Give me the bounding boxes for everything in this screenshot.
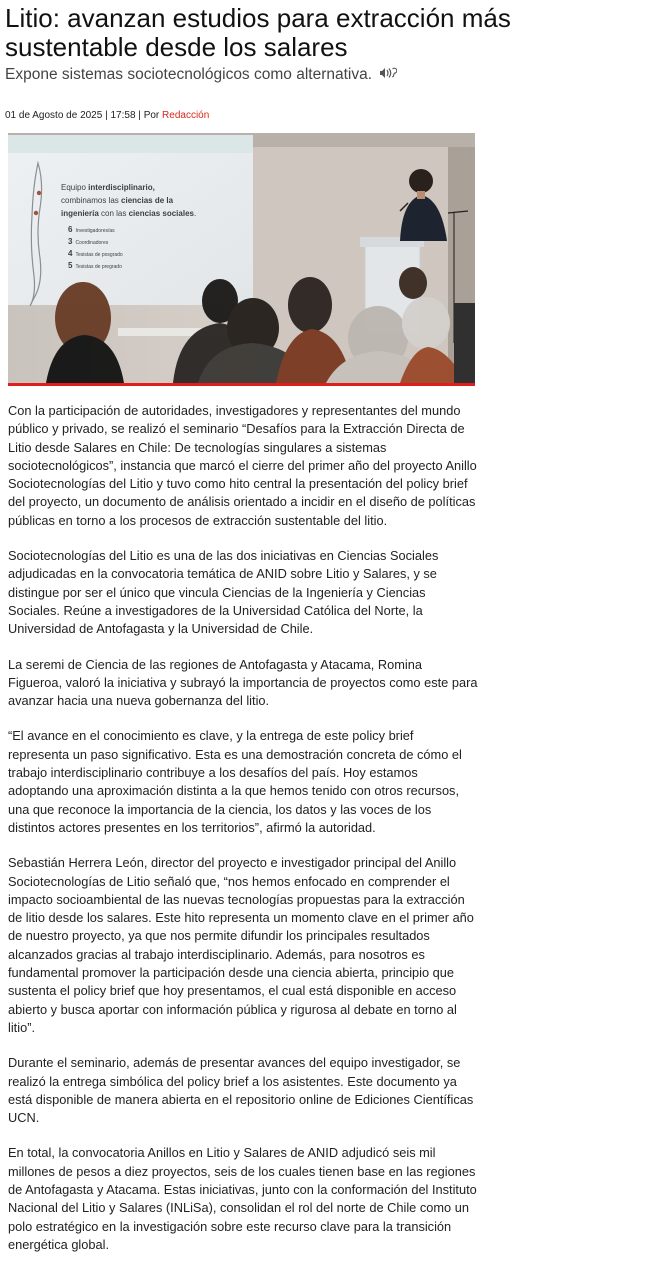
article-time: 17:58 xyxy=(110,110,136,121)
article-paragraph: Con la participación de autoridades, investigadores y representantes del mundo público y privado, se realizó el seminario “Desafíos para la Extracción Directa de Litio desde Salares en Chile: De tecnologías singulares a sistemas sociotecnológicos”, instancia que marcó el cierre del primer año del proyecto Anillo Sociotecnologías del Litio y tuvo como hito central la presentación del policy brief del proyecto, un documento de análisis orientado a incidir en el diseño de políticas públicas en torno a los procesos de extracción sustentable del litio. xyxy=(8,403,477,528)
svg-text:Equipo interdisciplinario, xyxy=(61,183,155,192)
svg-text:combinamos las ciencias de la xyxy=(61,196,174,205)
article-meta xyxy=(5,109,209,122)
article-subheadline xyxy=(5,65,397,85)
svg-text:ingeniería con las ciencias so xyxy=(61,209,196,218)
article-paragraph: Durante el seminario, además de presentar avances del equipo investigador, se realizó la entrega simbólica del policy brief a los asistentes. Este documento ya está disponible de manera abierta en el repositorio online de Ediciones Científicas UCN. xyxy=(8,1055,474,1126)
slide-line3-bold1: ingeniería xyxy=(61,209,99,218)
slide-line2-bold: ciencias de la xyxy=(121,196,174,205)
slide-line3-mid: con las xyxy=(98,209,129,218)
author-link[interactable]: Redacción xyxy=(162,110,210,121)
slide-line1-bold: interdisciplinario, xyxy=(88,183,155,192)
meta-separator: | xyxy=(105,110,111,121)
article-paragraph: En total, la convocatoria Anillos en Litio y Salares de ANID adjudicó seis mil millones de pesos a diez proyectos, seis de los cuales tienen base en las regiones de Antofagasta y Atacama. Estas iniciativas, junto con la conformación del Instituto Nacional del Litio y Salares (INLiSa), consolidan el rol del norte de Chile como un polo estratégico en la investigación sobre este recurso clave para la transición energética global. xyxy=(8,1145,477,1252)
slide-stat: 5 Tesistas de pregrado xyxy=(68,261,122,270)
slide-stat: 3 Coordinadores xyxy=(68,237,109,246)
article-body xyxy=(8,402,478,1271)
by-label: Por xyxy=(143,110,160,121)
audio-listen-icon[interactable] xyxy=(379,66,397,80)
slide-line3-bold2: ciencias sociales xyxy=(128,209,194,218)
slide-line3-end: . xyxy=(193,209,197,218)
article-headline: Litio: avanzan estudios para extracción más sustentable desde los salares xyxy=(5,3,511,62)
subheadline-text: Expone sistemas sociotecnológicos como alternativa. xyxy=(5,66,373,83)
article-paragraph: La seremi de Ciencia de las regiones de Antofagasta y Atacama, Romina Figueroa, valoró la iniciativa y subrayó la importancia de proyectos como este para avanzar hacia una nueva gobernanza del litio. xyxy=(8,656,478,709)
article-photo xyxy=(8,133,475,386)
slide-line2-prefix: combinamos las xyxy=(61,196,122,205)
slide-stat: 6 Investigadores/as xyxy=(68,225,115,234)
meta-separator: | xyxy=(138,110,144,121)
article-paragraph: Sociotecnologías del Litio es una de las dos iniciativas en Ciencias Sociales adjudicadas en la convocatoria temática de ANID sobre Litio y Salares, y se distingue por ser el único que vincula Ciencias de la Ingeniería y Ciencias Sociales. Reúne a investigadores de la Universidad Católica del Norte, la Universidad de Antofagasta y la Universidad de Chile. xyxy=(8,548,439,637)
article-paragraph: “El avance en el conocimiento es clave, y la entrega de este policy brief representa un paso significativo. Esta es una demostración concreta de cómo el trabajo interdisciplinario contribuye a los desafíos del país. Hoy estamos adoptando una aproximación distinta a la que hemos tenido con otros recursos, una que reconoce la importancia de la ciencia, los datos y las voces de los distintos actores presentes en los territorios”, afirmó la autoridad. xyxy=(8,728,462,835)
article-paragraph: Sebastián Herrera León, director del proyecto e investigador principal del Anillo Sociotecnologías de Litio señaló que, “nos hemos enfocado en comprender el impacto socioambiental de las nuevas tecnologías propuestas para la extracción de litio desde los salares. Este hito representa un momento clave en el primer año de nuestro proyecto, ya que nos permite difundir los principales resultados alcanzados gracias al trabajo interdisciplinario. Además, para nosotros es fundamental promover la participación desde una ciencia abierta, principio que sustenta el policy brief que hoy presentamos, el cual está disponible en acceso abierto y busca aportar con información pública y rigurosa al debate en torno al litio”. xyxy=(8,855,474,1035)
slide-line1-prefix: Equipo xyxy=(61,183,89,192)
article-date: 01 de Agosto de 2025 xyxy=(5,110,103,121)
slide-stat: 4 Tesistas de posgrado xyxy=(68,249,123,258)
seminar-photo xyxy=(8,133,475,383)
